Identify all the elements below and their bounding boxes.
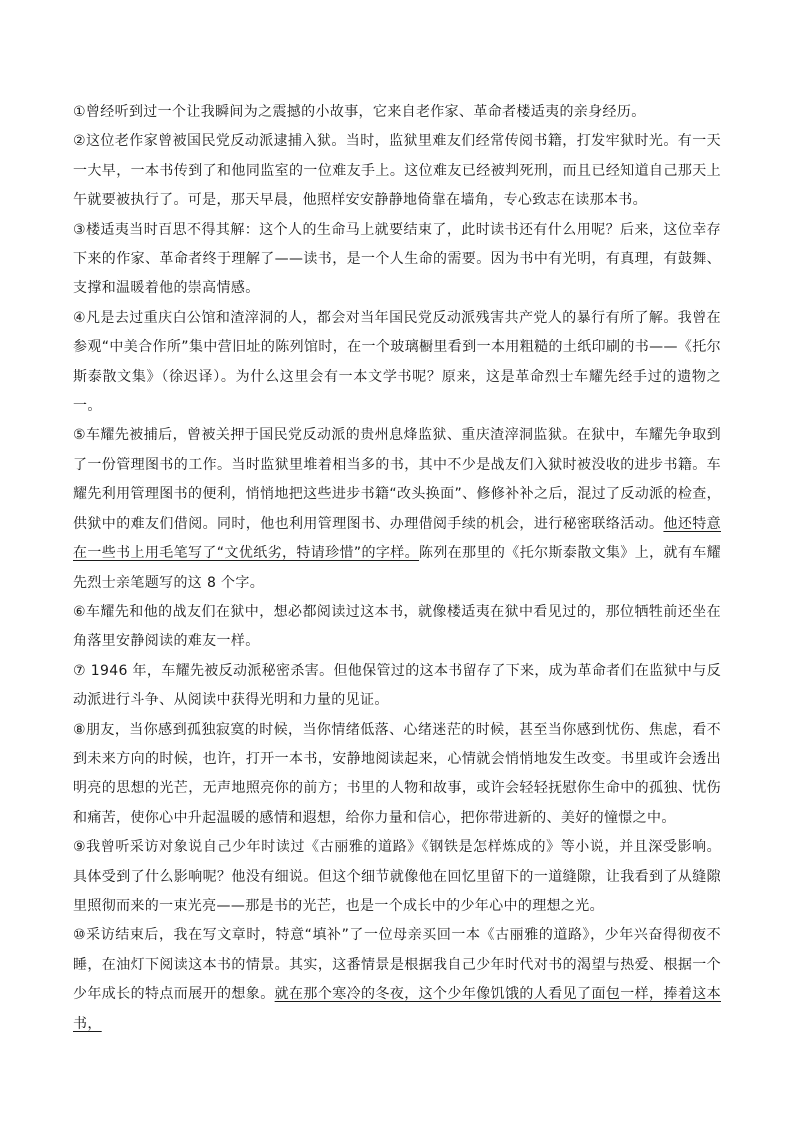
paragraph-3 <box>73 216 721 304</box>
paragraph-text: ⑧朋友，当你感到孤独寂寞的时候，当你情绪低落、心绪迷茫的时候，甚至当你感到忧伤、焦虑，看不到未来方向的时候，也许，打开一本书，安静地阅读起来，心情就会悄悄地发生改变。书里或许会透出明亮的思想的光芒，无声地照亮你的前方；书里的人物和故事，或许会轻轻抚慰你生命中的孤独、忧伤和痛苦，使你心中升起温暖的感情和遐想，给你力量和信心，把你带进新的、美好的憧憬之中。 <box>73 721 721 826</box>
paragraph-text: ⑤车耀先被捕后，曾被关押于国民党反动派的贵州息烽监狱、重庆渣滓洞监狱。在狱中，车耀先争取到了一份管理图书的工作。当时监狱里堆着相当多的书，其中不少是战友们入狱时被没收的进步书籍。车耀先利用管理图书的便利，悄悄地把这些进步书籍“改头换面”、修修补补之后，混过了反动派的检查，供狱中的难友们借阅。同时，他也利用管理图书、办理借阅手续的机会，进行秘密联络活动。 <box>73 427 721 532</box>
paragraph-2 <box>73 127 721 215</box>
paragraph-6 <box>73 598 721 657</box>
paragraph-7 <box>73 657 721 716</box>
paragraph-text: ③楼适夷当时百思不得其解：这个人的生命马上就要结束了，此时读书还有什么用呢？后来，这位幸存下来的作家、革命者终于理解了——读书，是一个人生命的需要。因为书中有光明，有真理，有鼓舞、支撑和温暖着他的崇高情感。 <box>73 221 721 297</box>
underlined-sentence: 他还特意在一些书上用毛笔写了“文优纸劣，特请珍惜”的字样。 <box>73 515 721 562</box>
paragraph-text: ⑥车耀先和他的战友们在狱中，想必都阅读过这本书，就像楼适夷在狱中看见过的，那位牺牲前还坐在角落里安静阅读的难友一样。 <box>73 603 721 650</box>
paragraph-text: ⑦ 1946 年，车耀先被反动派秘密杀害。但他保管过的这本书留存了下来，成为革命者们在监狱中与反动派进行斗争、从阅读中获得光明和力量的见证。 <box>73 662 721 709</box>
paragraph-10 <box>73 921 721 1039</box>
paragraph-text: ⑨我曾听采访对象说自己少年时读过《古丽雅的道路》《钢铁是怎样炼成的》等小说，并且深受影响。具体受到了什么影响呢？他没有细说。但这个细节就像他在回忆里留下的一道缝隙，让我看到了从缝隙里照彻而来的一束光亮——那是书的光芒，也是一个成长中的少年心中的理想之光。 <box>73 839 721 914</box>
underlined-sentence: 就在那个寒冷的冬夜，这个少年像饥饿的人看见了面包一样，捧着这本书， <box>73 986 721 1032</box>
paragraph-1 <box>73 98 721 127</box>
paragraph-text: ②这位老作家曾被国民党反动派逮捕入狱。当时，监狱里难友们经常传阅书籍，打发牢狱时光。有一天一大早，一本书传到了和他同监室的一位难友手上。这位难友已经被判死刑，而且已经知道自己那天上午就要被执行了。可是，那天早晨，他照样安安静静地倚靠在墙角，专心致志在读那本书。 <box>73 133 721 209</box>
paragraph-4 <box>73 304 721 422</box>
paragraph-5 <box>73 421 721 597</box>
paragraph-8 <box>73 716 721 834</box>
paragraph-text: 陈列在那里的《托尔斯泰散文集》上，就有车耀先烈士亲笔题写的这 8 个字。 <box>73 545 721 591</box>
article-body <box>73 98 721 1039</box>
paragraph-text: ⑩采访结束后，我在写文章时，特意“填补”了一位母亲买回一本《古丽雅的道路》，少年兴奋得彻夜不睡，在油灯下阅读这本书的情景。其实，这番情景是根据我自己少年时代对书的渴望与热爱、根据一个少年成长的特点而展开的想象。 <box>73 927 721 1003</box>
paragraph-text: ④凡是去过重庆白公馆和渣滓洞的人，都会对当年国民党反动派残害共产党人的暴行有所了解。我曾在参观“中美合作所”集中营旧址的陈列馆时，在一个玻璃橱里看到一本用粗糙的土纸印刷的书——《托尔斯泰散文集》（徐迟译）。为什么这里会有一本文学书呢？原来，这是革命烈士车耀先经手过的遗物之一。 <box>73 309 721 415</box>
paragraph-text: ①曾经听到过一个让我瞬间为之震撼的小故事，它来自老作家、革命者楼适夷的亲身经历。 <box>73 104 646 120</box>
paragraph-9 <box>73 833 721 921</box>
